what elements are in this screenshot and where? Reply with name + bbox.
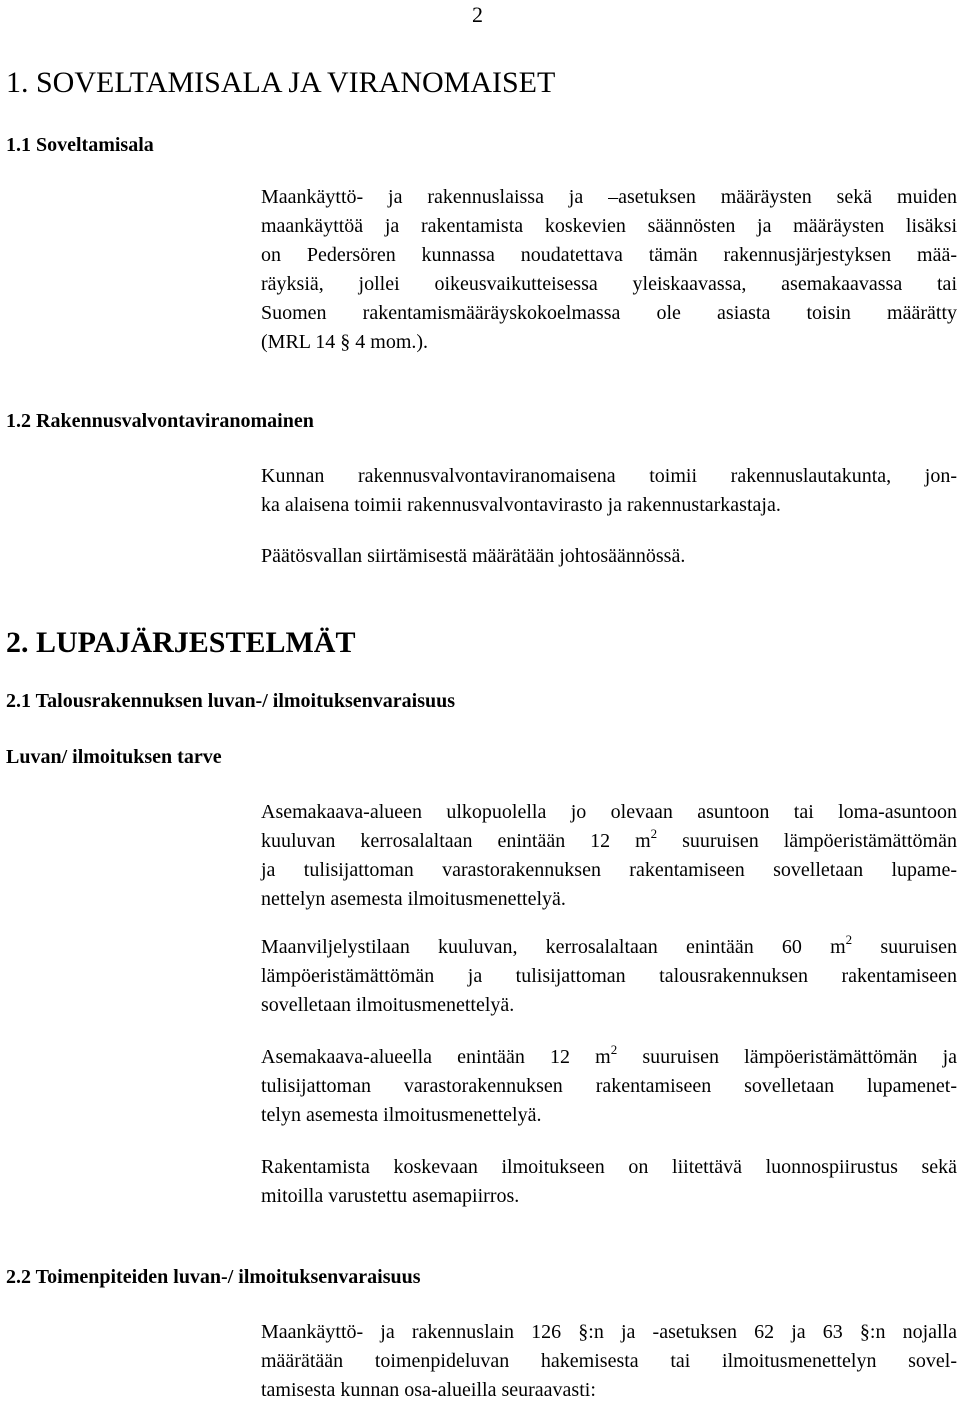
text-line xyxy=(261,1043,957,1072)
text-line: Päätösvallan siirtämisestä määrätään johtosäännössä. xyxy=(261,545,686,567)
section-2-1-paragraph-3 xyxy=(261,1043,957,1130)
page-number: 2 xyxy=(472,2,483,27)
text-line: tulisijattoman varastorakennuksen rakentamiseen sovelletaan lupamenet- xyxy=(261,1075,957,1097)
section-2-1-subheading: Luvan/ ilmoituksen tarve xyxy=(6,746,222,768)
section-1-2-paragraph-2 xyxy=(261,542,957,571)
text-segment: suuruisen xyxy=(852,936,957,958)
section-2-1-heading: 2.1 Talousrakennuksen luvan-/ ilmoituksenvaraisuus xyxy=(6,690,456,712)
section-2-heading: 2. LUPAJÄRJESTELMÄT xyxy=(6,626,356,659)
text-line: ka alaisena toimii rakennusvalvontavirasto ja rakennustarkastaja. xyxy=(261,494,781,516)
text-line: on Pedersören kunnassa noudatettava tämän rakennusjärjestyksen mää- xyxy=(261,244,957,266)
section-2-1-paragraph-4 xyxy=(261,1153,957,1211)
superscript: 2 xyxy=(610,1042,618,1057)
section-2-1-paragraph-2 xyxy=(261,933,957,1020)
text-segment: kuuluvan kerrosalaltaan enintään 12 m xyxy=(261,830,651,852)
section-2-2-heading: 2.2 Toimenpiteiden luvan-/ ilmoituksenvaraisuus xyxy=(6,1266,421,1288)
text-line: sovelletaan ilmoitusmenettelyä. xyxy=(261,994,515,1016)
text-line: lämpöeristämättömän ja tulisijattoman talousrakennuksen rakentamiseen xyxy=(261,965,957,987)
text-line xyxy=(261,933,957,962)
text-line xyxy=(261,827,957,856)
text-segment: Asemakaava-alueella enintään 12 m xyxy=(261,1046,611,1068)
text-line: maankäyttöä ja rakentamista koskevien säännösten ja määräysten lisäksi xyxy=(261,215,957,237)
text-line: Suomen rakentamismääräyskokoelmassa ole asiasta toisin määrätty xyxy=(261,302,957,324)
text-line: Kunnan rakennusvalvontaviranomaisena toimii rakennuslautakunta, jon- xyxy=(261,465,957,487)
text-line: Rakentamista koskevaan ilmoitukseen on liitettävä luonnospiirustus sekä xyxy=(261,1156,957,1178)
text-line: telyn asemesta ilmoitusmenettelyä. xyxy=(261,1104,542,1126)
text-line: (MRL 14 § 4 mom.). xyxy=(261,331,429,353)
text-line: mitoilla varustettu asemapiirros. xyxy=(261,1185,520,1207)
text-line: tamisesta kunnan osa-alueilla seuraavasti: xyxy=(261,1379,596,1401)
text-line: Maankäyttö- ja rakennuslaissa ja –asetuksen määräysten sekä muiden xyxy=(261,186,957,208)
section-2-1-paragraph-1 xyxy=(261,798,957,914)
section-1-2-heading: 1.2 Rakennusvalvontaviranomainen xyxy=(6,410,314,432)
section-1-1-paragraph xyxy=(261,183,957,357)
section-1-2-paragraph-1 xyxy=(261,462,957,520)
text-line: räyksiä, jollei oikeusvaikutteisessa yleiskaavassa, asemakaavassa tai xyxy=(261,273,957,295)
section-1-1-heading: 1.1 Soveltamisala xyxy=(6,134,154,156)
text-segment: suuruisen lämpöeristämättömän xyxy=(657,830,957,852)
superscript: 2 xyxy=(845,932,853,947)
superscript: 2 xyxy=(650,826,658,841)
text-segment: suuruisen lämpöeristämättömän ja xyxy=(617,1046,958,1068)
text-line: ja tulisijattoman varastorakennuksen rakentamiseen sovelletaan lupame- xyxy=(261,859,957,881)
text-line: Asemakaava-alueen ulkopuolella jo olevaan asuntoon tai loma-asuntoon xyxy=(261,801,957,823)
text-segment: Maanviljelystilaan kuuluvan, kerrosalaltaan enintään 60 m xyxy=(261,936,846,958)
text-line: Maankäyttö- ja rakennuslain 126 §:n ja -asetuksen 62 ja 63 §:n nojalla xyxy=(261,1321,957,1343)
text-line: nettelyn asemesta ilmoitusmenettelyä. xyxy=(261,888,566,910)
text-line: määrätään toimenpideluvan hakemisesta tai ilmoitusmenettelyn sovel- xyxy=(261,1350,957,1372)
section-2-2-paragraph xyxy=(261,1318,957,1405)
section-1-heading: 1. SOVELTAMISALA JA VIRANOMAISET xyxy=(6,66,556,99)
